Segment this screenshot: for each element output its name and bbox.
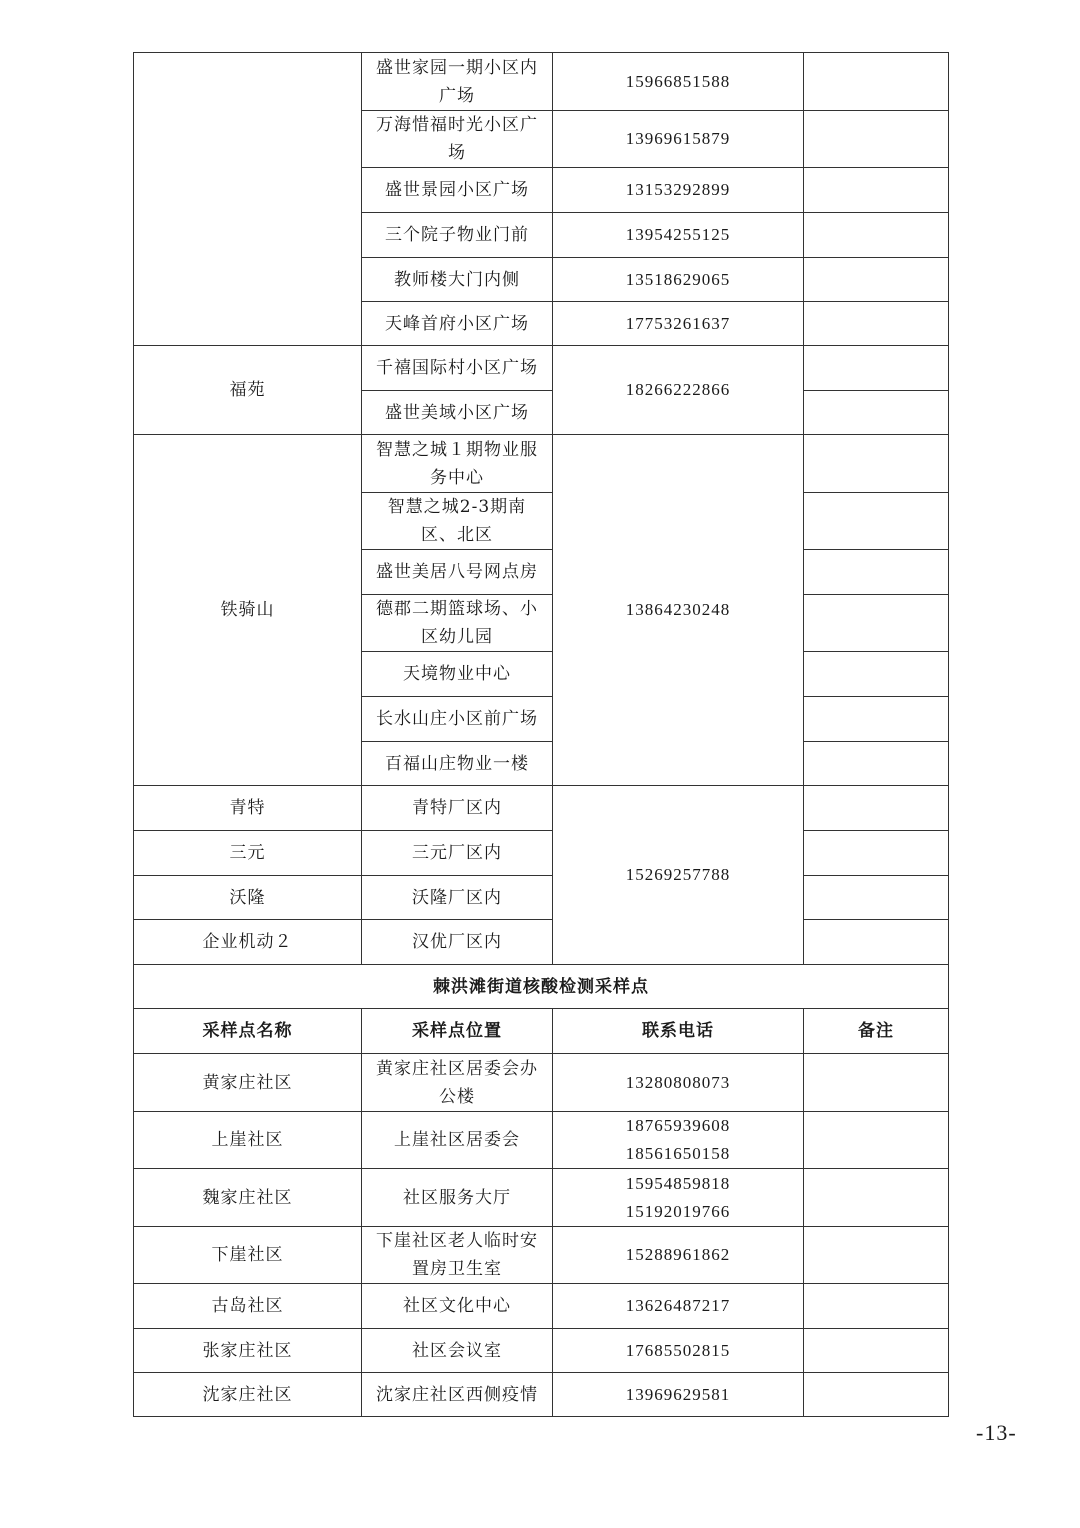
remark-cell (804, 831, 949, 876)
header-remark: 备注 (804, 1009, 949, 1054)
remark-cell (804, 595, 949, 652)
site-location: 智慧之城１期物业服务中心 (362, 435, 553, 493)
remark-cell (804, 742, 949, 786)
site-location: 盛世景园小区广场 (362, 168, 553, 213)
contact-phone: 13518629065 (553, 258, 804, 302)
site-location: 百福山庄物业一楼 (362, 742, 553, 786)
contact-phone: 13954255125 (553, 213, 804, 258)
table-row (134, 786, 949, 831)
table-row (134, 435, 949, 493)
site-name: 上崖社区 (134, 1112, 362, 1169)
section-title-row (134, 965, 949, 1009)
contact-phone: 17685502815 (553, 1329, 804, 1373)
remark-cell (804, 1054, 949, 1112)
table-row (134, 920, 949, 965)
site-location: 黄家庄社区居委会办公楼 (362, 1054, 553, 1112)
header-site-name: 采样点名称 (134, 1009, 362, 1054)
site-name: 福苑 (134, 346, 362, 435)
site-name: 魏家庄社区 (134, 1169, 362, 1227)
site-name: 下崖社区 (134, 1227, 362, 1284)
table-row (134, 1054, 949, 1112)
header-row (134, 1009, 949, 1054)
contact-phone: 18561650158 (625, 1144, 731, 1163)
remark-cell (804, 111, 949, 168)
contact-phone: 13969629581 (553, 1373, 804, 1417)
site-name: 铁骑山 (134, 435, 362, 786)
site-location: 青特厂区内 (362, 786, 553, 831)
remark-cell (804, 1227, 949, 1284)
table-row (134, 1227, 949, 1284)
remark-cell (804, 550, 949, 595)
contact-phone: 13280808073 (553, 1054, 804, 1112)
remark-cell (804, 302, 949, 346)
contact-phone: 18266222866 (553, 346, 804, 435)
remark-cell (804, 876, 949, 920)
table-row (134, 1169, 949, 1227)
site-name: 青特 (134, 786, 362, 831)
site-name: 三元 (134, 831, 362, 876)
contact-phone: 15269257788 (553, 786, 804, 965)
remark-cell (804, 435, 949, 493)
contact-phone: 15288961862 (553, 1227, 804, 1284)
table-row (134, 1373, 949, 1417)
site-location: 三元厂区内 (362, 831, 553, 876)
header-contact-phone: 联系电话 (553, 1009, 804, 1054)
contact-phone: 15966851588 (553, 53, 804, 111)
site-location: 千禧国际村小区广场 (362, 346, 553, 391)
table-row (134, 346, 949, 391)
site-name: 沈家庄社区 (134, 1373, 362, 1417)
contact-phone: 13969615879 (553, 111, 804, 168)
contact-phones (553, 1169, 804, 1227)
site-location: 智慧之城2-3期南区、北区 (362, 493, 553, 550)
site-name: 沃隆 (134, 876, 362, 920)
site-name: 企业机动２ (134, 920, 362, 965)
contact-phone: 13153292899 (553, 168, 804, 213)
contact-phone: 18765939608 (625, 1116, 731, 1135)
table-row (134, 1284, 949, 1329)
site-location: 三个院子物业门前 (362, 213, 553, 258)
contact-phone: 17753261637 (553, 302, 804, 346)
contact-phone: 15954859818 (625, 1173, 731, 1193)
remark-cell (804, 346, 949, 391)
site-name-cell (134, 53, 362, 346)
remark-cell (804, 786, 949, 831)
remark-cell (804, 1284, 949, 1329)
site-location: 德郡二期篮球场、小区幼儿园 (362, 595, 553, 652)
table-row (134, 1112, 949, 1169)
remark-cell (804, 1169, 949, 1227)
remark-cell (804, 697, 949, 742)
site-location: 盛世家园一期小区内广场 (362, 53, 553, 111)
remark-cell (804, 920, 949, 965)
site-location: 社区会议室 (362, 1329, 553, 1373)
site-location: 社区服务大厅 (362, 1169, 553, 1227)
site-name: 黄家庄社区 (134, 1054, 362, 1112)
contact-phone: 15192019766 (625, 1201, 731, 1221)
site-location: 下崖社区老人临时安置房卫生室 (362, 1227, 553, 1284)
site-location: 教师楼大门内侧 (362, 258, 553, 302)
table-row (134, 831, 949, 876)
site-location: 天峰首府小区广场 (362, 302, 553, 346)
site-location: 社区文化中心 (362, 1284, 553, 1329)
table-row (134, 1329, 949, 1373)
site-location: 沃隆厂区内 (362, 876, 553, 920)
remark-cell (804, 1373, 949, 1417)
contact-phone: 13626487217 (553, 1284, 804, 1329)
table-row (134, 876, 949, 920)
page-number: -13- (976, 1420, 1017, 1445)
remark-cell (804, 493, 949, 550)
site-name: 张家庄社区 (134, 1329, 362, 1373)
contact-phones (553, 1112, 804, 1169)
remark-cell (804, 1112, 949, 1169)
header-site-location: 采样点位置 (362, 1009, 553, 1054)
table-row (134, 53, 949, 111)
sampling-sites-table (133, 52, 949, 1417)
site-location: 沈家庄社区西侧疫情 (362, 1373, 553, 1417)
site-name: 古岛社区 (134, 1284, 362, 1329)
site-location: 天境物业中心 (362, 652, 553, 697)
section-title: 棘洪滩街道核酸检测采样点 (134, 965, 949, 1009)
remark-cell (804, 1329, 949, 1373)
remark-cell (804, 391, 949, 435)
remark-cell (804, 652, 949, 697)
site-location: 盛世美域小区广场 (362, 391, 553, 435)
contact-phone: 13864230248 (553, 435, 804, 786)
remark-cell (804, 168, 949, 213)
remark-cell (804, 258, 949, 302)
site-location: 汉优厂区内 (362, 920, 553, 965)
site-location: 上崖社区居委会 (362, 1112, 553, 1169)
remark-cell (804, 53, 949, 111)
remark-cell (804, 213, 949, 258)
site-location: 长水山庄小区前广场 (362, 697, 553, 742)
site-location: 万海惜福时光小区广场 (362, 111, 553, 168)
site-location: 盛世美居八号网点房 (362, 550, 553, 595)
